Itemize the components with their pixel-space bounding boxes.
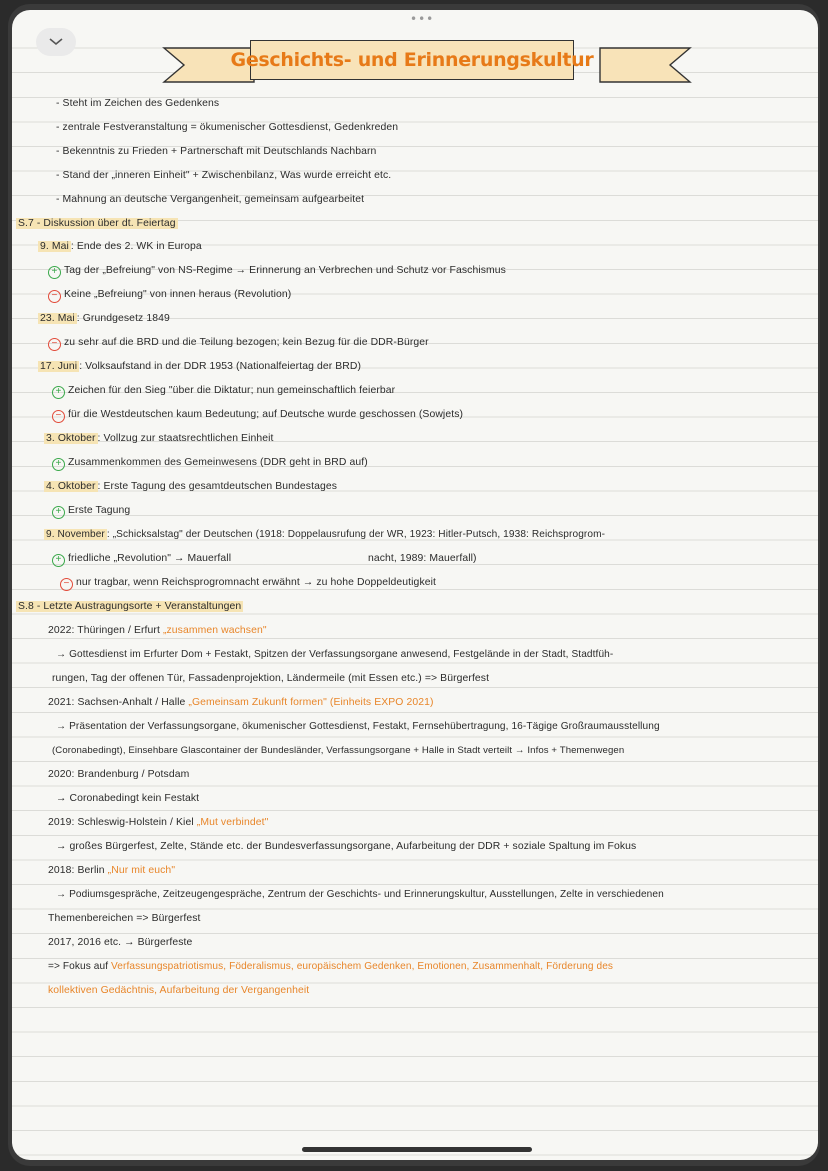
section-heading-text: S.8 - Letzte Austragungsorte + Veranstaltungen: [18, 601, 242, 612]
pro-line: [52, 457, 368, 471]
event-heading: [48, 697, 434, 708]
note-line: - zentrale Festveranstaltung = ökumenischer Gottesdienst, Gedenkreden: [56, 122, 399, 133]
con-line: [48, 289, 291, 303]
section-heading-text: S.7 - Diskussion über dt. Feiertag: [18, 218, 176, 229]
plus-circle-icon: +: [52, 458, 65, 471]
pro-line: [48, 265, 506, 279]
note-line: → Präsentation der Verfassungsorgane, ökumenischer Gottesdienst, Festakt, Fernsehübertragung, 16-Tägige Großraumausstellung: [56, 721, 660, 732]
note-line: [38, 241, 202, 252]
date-text: : Ende des 2. WK in Europa: [70, 241, 202, 252]
event-place: 2019: Schleswig-Holstein / Kiel: [48, 817, 194, 828]
date-label: 17. Juni: [40, 361, 78, 372]
date-text: : „Schicksalstag" der Deutschen (1918: Doppelausrufung der WR, 1923: Hitler-Putsch, 1938: Reichsprogrom-: [106, 529, 606, 540]
date-label: 9. November: [46, 529, 105, 540]
note-line: [38, 313, 170, 324]
con-text: zu sehr auf die BRD und die Teilung bezogen; kein Bezug für die DDR-Bürger: [64, 337, 429, 348]
event-motto: „Gemeinsam Zukunft formen" (Einheits EXPO 2021): [188, 697, 434, 708]
section-heading: [16, 218, 178, 229]
pro-text: Zusammenkommen des Gemeinwesens (DDR geht in BRD auf): [68, 457, 368, 468]
con-text: nur tragbar, wenn Reichsprogromnacht erwähnt → zu hohe Doppeldeutigkeit: [76, 577, 437, 588]
plus-circle-icon: +: [52, 506, 65, 519]
summary-line: [48, 961, 613, 972]
date-label: 4. Oktober: [46, 481, 96, 492]
event-heading: [48, 865, 175, 876]
con-line: [52, 409, 463, 423]
con-text: für die Westdeutschen kaum Bedeutung; auf Deutsche wurde geschossen (Sowjets): [68, 409, 464, 420]
summary-lead: => Fokus auf: [48, 961, 109, 972]
note-line-continuation: nacht, 1989: Mauerfall): [368, 553, 477, 564]
note-line: → großes Bürgerfest, Zelte, Stände etc. der Bundesverfassungsorgane, Aufarbeitung der DDR + soziale Spaltung im Fokus: [56, 841, 637, 852]
more-dots-icon[interactable]: •••: [410, 12, 435, 26]
date-text: : Volksaufstand in der DDR 1953 (Nationalfeiertag der BRD): [79, 361, 362, 372]
pro-line: [52, 385, 395, 399]
date-label: 23. Mai: [40, 313, 75, 324]
minus-circle-icon: −: [48, 290, 61, 303]
note-page[interactable]: [12, 10, 818, 1160]
minus-circle-icon: −: [52, 410, 65, 423]
date-text: : Erste Tagung des gesamtdeutschen Bundestages: [97, 481, 338, 492]
page-title: Geschichts- und Erinnerungskultur: [230, 49, 594, 71]
date-text: : Grundgesetz 1849: [76, 313, 170, 324]
note-line: → Gottesdienst im Erfurter Dom + Festakt, Spitzen der Verfassungsorgane anwesend, Festgelände in der Stadt, Stadtfüh-: [56, 649, 614, 660]
minus-circle-icon: −: [48, 338, 61, 351]
event-motto: „Mut verbindet": [196, 817, 269, 828]
event-place: 2021: Sachsen-Anhalt / Halle: [48, 697, 186, 708]
pro-text: Erste Tagung: [68, 505, 131, 516]
note-line: 2017, 2016 etc. → Bürgerfeste: [48, 937, 193, 948]
note-line: [44, 481, 337, 492]
event-heading: 2020: Brandenburg / Potsdam: [48, 769, 190, 780]
note-line: Themenbereichen => Bürgerfest: [48, 913, 201, 924]
pro-text: friedliche „Revolution" → Mauerfall: [68, 553, 232, 564]
pro-line: [52, 553, 231, 567]
note-line: → Podiumsgespräche, Zeitzeugengespräche, Zentrum der Geschichts- und Erinnerungskultur, Ausstellungen, Zelte in verschiedenen: [56, 889, 664, 900]
date-label: 9. Mai: [40, 241, 69, 252]
summary-line: kollektiven Gedächtnis, Aufarbeitung der Vergangenheit: [48, 985, 310, 996]
note-line: - Steht im Zeichen des Gedenkens: [56, 98, 220, 109]
summary-text: Verfassungspatriotismus, Föderalismus, europäischem Gedenken, Emotionen, Zusammenhalt, Förderung des: [111, 961, 614, 972]
note-line: [44, 433, 274, 444]
plus-circle-icon: +: [52, 386, 65, 399]
event-motto: „zusammen wachsen": [162, 625, 267, 636]
pro-line: [52, 505, 130, 519]
note-line: - Stand der „inneren Einheit" + Zwischenbilanz, Was wurde erreicht etc.: [56, 170, 392, 181]
home-indicator[interactable]: [302, 1147, 532, 1152]
date-text: : Vollzug zur staatsrechtlichen Einheit: [97, 433, 274, 444]
back-button[interactable]: [36, 28, 76, 56]
note-line: - Bekenntnis zu Frieden + Partnerschaft mit Deutschlands Nachbarn: [56, 146, 377, 157]
banner-center: [230, 40, 594, 80]
date-label: 3. Oktober: [46, 433, 96, 444]
event-motto: „Nur mit euch": [107, 865, 176, 876]
con-text: Keine „Befreiung" von innen heraus (Revolution): [64, 289, 292, 300]
note-line: [38, 361, 361, 372]
note-line: - Mahnung an deutsche Vergangenheit, gemeinsam aufgearbeitet: [56, 194, 365, 205]
note-line: (Coronabedingt), Einsehbare Glascontainer der Bundesländer, Verfassungsorgane + Halle in Stadt verteilt → Infos + Themenwegen: [52, 745, 625, 756]
con-line: [60, 577, 436, 591]
event-place: 2022: Thüringen / Erfurt: [48, 625, 160, 636]
event-heading: [48, 625, 267, 636]
con-line: [48, 337, 429, 351]
plus-circle-icon: +: [52, 554, 65, 567]
section-heading: [16, 601, 243, 612]
chevron-down-icon: [49, 38, 63, 46]
plus-circle-icon: +: [48, 266, 61, 279]
title-banner: [162, 36, 692, 88]
note-line: [44, 529, 605, 540]
pro-text: Zeichen für den Sieg "über die Diktatur; nun gemeinschaftlich feierbar: [68, 385, 396, 396]
note-line: rungen, Tag der offenen Tür, Fassadenprojektion, Ländermeile (mit Essen etc.) => Bürgerfest: [52, 673, 490, 684]
pro-text: Tag der „Befreiung" von NS-Regime → Erinnerung an Verbrechen und Schutz vor Faschismus: [64, 265, 506, 276]
event-heading: [48, 817, 268, 828]
note-line: → Coronabedingt kein Festakt: [56, 793, 200, 804]
minus-circle-icon: −: [60, 578, 73, 591]
event-place: 2018: Berlin: [48, 865, 105, 876]
